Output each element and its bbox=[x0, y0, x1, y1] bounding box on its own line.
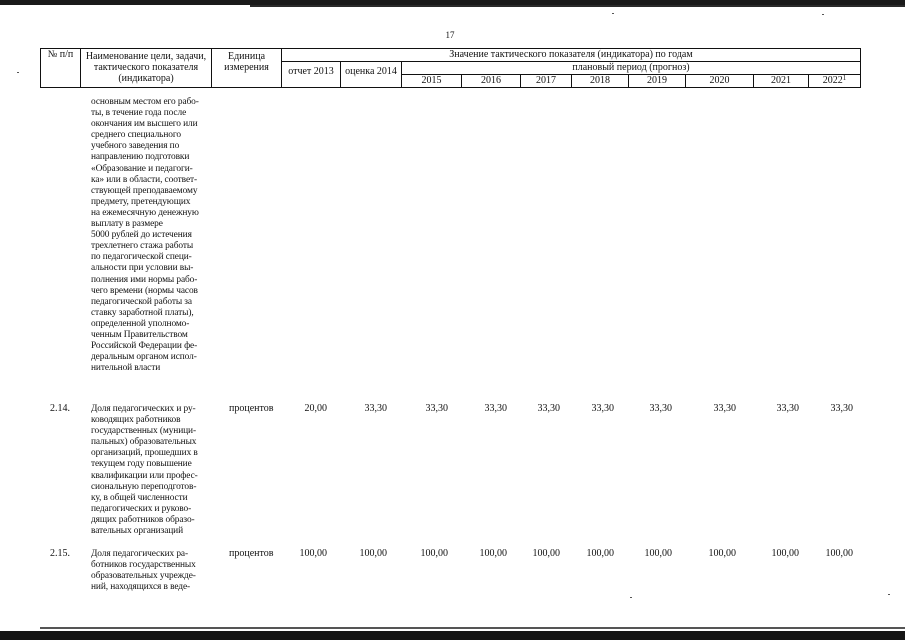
value-2013: 20,00 bbox=[304, 403, 327, 414]
row-unit: процентов bbox=[229, 548, 274, 559]
value-2020: 100,00 bbox=[708, 548, 736, 559]
row-unit: процентов bbox=[229, 403, 274, 414]
value-2016: 100,00 bbox=[479, 548, 507, 559]
value-2021: 100,00 bbox=[771, 548, 799, 559]
scan-speck bbox=[17, 72, 19, 73]
footnote-mark: 1 bbox=[842, 74, 847, 82]
value-2015: 33,30 bbox=[425, 403, 448, 414]
header-year-2019: 2019 bbox=[629, 75, 686, 88]
value-2017: 100,00 bbox=[532, 548, 560, 559]
scan-speck bbox=[630, 597, 632, 598]
value-2014: 33,30 bbox=[364, 403, 387, 414]
header-year-2015: 2015 bbox=[402, 75, 462, 88]
value-2020: 33,30 bbox=[713, 403, 736, 414]
value-2019: 100,00 bbox=[644, 548, 672, 559]
header-year-2020: 2020 bbox=[686, 75, 754, 88]
value-2017: 33,30 bbox=[537, 403, 560, 414]
header-plan-period: плановый период (прогноз) bbox=[402, 62, 861, 75]
header-year-2021: 2021 bbox=[754, 75, 809, 88]
header-estimate-2014: оценка 2014 bbox=[341, 62, 402, 88]
value-2022: 33,30 bbox=[830, 403, 853, 414]
scan-speck bbox=[822, 14, 824, 15]
scan-edge-bottom bbox=[0, 631, 905, 640]
value-2021: 33,30 bbox=[776, 403, 799, 414]
value-2019: 33,30 bbox=[649, 403, 672, 414]
continued-indicator-text: основным местом его рабо- ты, в течение года после окончания им высшего или среднего специального учебного заведения по направлению подготовки «Образование и педагоги- ка» или в области, соответ- ствующей преподаваемому предмету, претендующих на ежемесячную денежную выплату в размере 5000 рублей до истечения трехлетнего стажа работы по педагогической специ- альности при условии вы- полнения ими нормы рабо- чего времени (нормы часов педагогической работы за ставку заработной платы), определенной уполномо- ченным Правительством Российской Федерации фе- деральным органом испол- нительной власти bbox=[91, 97, 199, 374]
value-2022: 100,00 bbox=[825, 548, 853, 559]
header-report-2013: отчет 2013 bbox=[282, 62, 341, 88]
value-2013: 100,00 bbox=[299, 548, 327, 559]
header-indicator-name: Наименование цели, задачи, тактического показателя (индикатора) bbox=[81, 49, 212, 88]
row-indicator-name: Доля педагогических и ру- ководящих работников государственных (муници- пальных) образовательных организаций, прошедших в текущем году повышение квалификации или профес- сиональную переподготов- ку, в общей численности педагогических и руково- дящих работников образо- вательных организаций bbox=[91, 404, 198, 537]
page-number: 17 bbox=[445, 30, 455, 40]
scan-edge-top-line bbox=[250, 5, 905, 7]
scan-speck bbox=[888, 594, 890, 595]
value-2018: 100,00 bbox=[586, 548, 614, 559]
header-year-2016: 2016 bbox=[462, 75, 521, 88]
value-2018: 33,30 bbox=[591, 403, 614, 414]
header-values-title: Значение тактического показателя (индикатора) по годам bbox=[282, 49, 861, 62]
scan-speck bbox=[612, 13, 614, 14]
table-header bbox=[40, 48, 861, 88]
value-2014: 100,00 bbox=[359, 548, 387, 559]
row-number: 2.14. bbox=[50, 403, 70, 414]
header-num: № п/п bbox=[41, 49, 81, 88]
scan-edge-bottom-line bbox=[40, 627, 905, 629]
header-year-2022: 2022$^1$ bbox=[809, 75, 861, 88]
row-indicator-name: Доля педагогических ра- ботников государственных образовательных учрежде- ний, находящихся в веде- bbox=[91, 549, 196, 593]
header-unit: Единица измерения bbox=[212, 49, 282, 88]
value-2016: 33,30 bbox=[484, 403, 507, 414]
header-year-2017: 2017 bbox=[521, 75, 572, 88]
value-2015: 100,00 bbox=[420, 548, 448, 559]
row-number: 2.15. bbox=[50, 548, 70, 559]
header-year-2018: 2018 bbox=[572, 75, 629, 88]
